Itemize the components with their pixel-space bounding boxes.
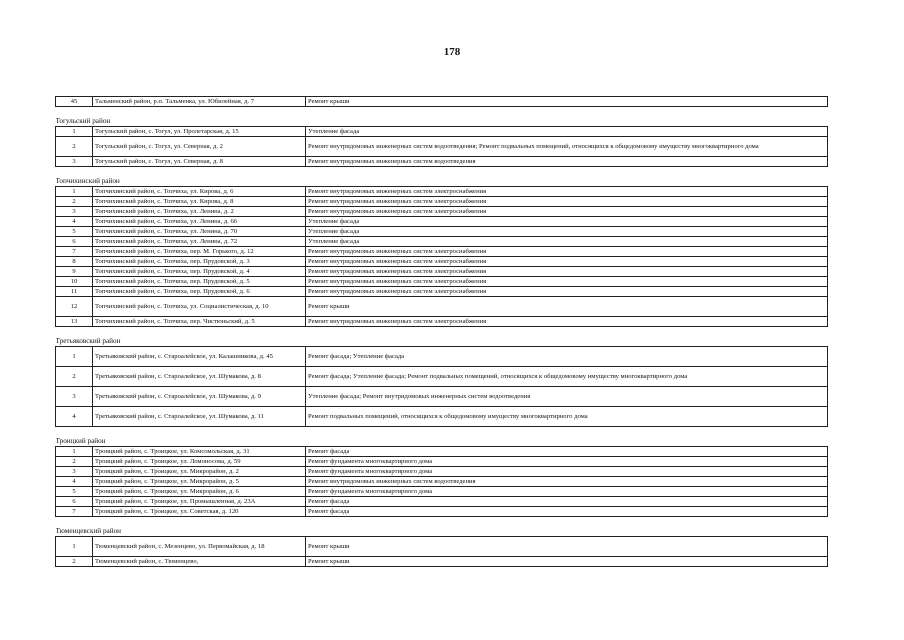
table-row bbox=[56, 197, 828, 207]
row-address: Тюменцевский район, с. Тюменцево, bbox=[93, 557, 306, 567]
row-address: Топчихинский район, с. Топчиха, пер. Чистюньский, д. 5 bbox=[93, 317, 306, 327]
table-row bbox=[56, 387, 828, 407]
table-row bbox=[56, 157, 828, 167]
row-work-type: Ремонт крыши bbox=[306, 537, 828, 557]
row-number: 6 bbox=[56, 497, 93, 507]
row-number: 7 bbox=[56, 247, 93, 257]
row-address: Топчихинский район, с. Топчиха, пер. М. Горького, д. 12 bbox=[93, 247, 306, 257]
page-number: 178 bbox=[443, 46, 461, 58]
table-row bbox=[56, 237, 828, 247]
row-number: 5 bbox=[56, 227, 93, 237]
row-address: Топчихинский район, с. Топчиха, пер. Прудовской, д. 6 bbox=[93, 287, 306, 297]
section-header bbox=[56, 327, 828, 347]
section-title: Троицкий район bbox=[56, 427, 828, 447]
table-row bbox=[56, 267, 828, 277]
row-address: Третьяковский район, с. Староалейское, ул. Шумакова, д. 11 bbox=[93, 407, 306, 427]
table-row bbox=[56, 467, 828, 477]
table-row bbox=[56, 347, 828, 367]
row-number: 1 bbox=[56, 127, 93, 137]
table-row bbox=[56, 477, 828, 487]
table-row bbox=[56, 287, 828, 297]
row-address: Тогульский район, с. Тогул, ул. Северная, д. 2 bbox=[93, 137, 306, 157]
row-work-type: Ремонт фундамента многоквартирного дома bbox=[306, 467, 828, 477]
row-address: Троицкий район, с. Троицкое, ул. Промышленная, д. 23А bbox=[93, 497, 306, 507]
row-number: 8 bbox=[56, 257, 93, 267]
row-address: Троицкий район, с. Троицкое, ул. Микрорайон, д. 6 bbox=[93, 487, 306, 497]
row-work-type: Утепление фасада; Ремонт внутридомовых инженерных систем водоотведения bbox=[306, 387, 828, 407]
row-number: 2 bbox=[56, 557, 93, 567]
row-number: 2 bbox=[56, 457, 93, 467]
row-address: Троицкий район, с. Троицкое, ул. Микрорайон, д. 2 bbox=[93, 467, 306, 477]
row-work-type: Ремонт фасада; Утепление фасада; Ремонт подвальных помещений, относящихся к общедомовому имуществу многоквартирного дома bbox=[306, 367, 828, 387]
table-row bbox=[56, 227, 828, 237]
section-title: Третьяковский район bbox=[56, 327, 828, 347]
row-address: Топчихинский район, с. Топчиха, пер. Прудовской, д. 4 bbox=[93, 267, 306, 277]
table-row bbox=[56, 367, 828, 387]
row-number: 1 bbox=[56, 347, 93, 367]
row-number: 3 bbox=[56, 387, 93, 407]
table-row bbox=[56, 407, 828, 427]
row-work-type: Ремонт крыши bbox=[306, 297, 828, 317]
row-work-type: Ремонт фундамента многоквартирного дома bbox=[306, 487, 828, 497]
row-number: 3 bbox=[56, 207, 93, 217]
row-work-type: Утепление фасада bbox=[306, 237, 828, 247]
row-number: 3 bbox=[56, 467, 93, 477]
row-number: 4 bbox=[56, 217, 93, 227]
row-address: Топчихинский район, с. Топчиха, ул. Кирова, д. 8 bbox=[93, 197, 306, 207]
row-address: Топчихинский район, с. Топчиха, ул. Кирова, д. 6 bbox=[93, 187, 306, 197]
row-work-type: Ремонт подвальных помещений, относящихся к общедомовому имуществу многоквартирного дома bbox=[306, 407, 828, 427]
row-address: Топчихинский район, с. Топчиха, ул. Социалистическая, д. 10 bbox=[93, 297, 306, 317]
row-number: 13 bbox=[56, 317, 93, 327]
row-number: 1 bbox=[56, 187, 93, 197]
row-address: Тогульский район, с. Тогул, ул. Пролетарская, д. 15 bbox=[93, 127, 306, 137]
row-work-type: Ремонт внутридомовых инженерных систем электроснабжения bbox=[306, 267, 828, 277]
row-address: Топчихинский район, с. Топчиха, ул. Ленина, д. 66 bbox=[93, 217, 306, 227]
table-row bbox=[56, 557, 828, 567]
row-work-type: Ремонт внутридомовых инженерных систем электроснабжения bbox=[306, 257, 828, 267]
row-address: Троицкий район, с. Троицкое, ул. Комсомольская, д. 31 bbox=[93, 447, 306, 457]
row-address: Тальменский район, р.п. Тальменка, ул. Юбилейная, д. 7 bbox=[93, 97, 306, 107]
table-row bbox=[56, 137, 828, 157]
row-number: 2 bbox=[56, 137, 93, 157]
row-address: Троицкий район, с. Троицкое, ул. Ломоносова, д. 59 bbox=[93, 457, 306, 467]
table-row bbox=[56, 277, 828, 287]
repair-table bbox=[55, 96, 828, 567]
table-row bbox=[56, 317, 828, 327]
row-address: Топчихинский район, с. Топчиха, ул. Ленина, д. 70 bbox=[93, 227, 306, 237]
section-title: Тогульский район bbox=[56, 107, 828, 127]
row-number: 5 bbox=[56, 487, 93, 497]
section-header bbox=[56, 517, 828, 537]
row-work-type: Ремонт внутридомовых инженерных систем электроснабжения bbox=[306, 287, 828, 297]
row-address: Топчихинский район, с. Топчиха, пер. Прудовской, д. 3 bbox=[93, 257, 306, 267]
row-number: 45 bbox=[56, 97, 93, 107]
row-work-type: Ремонт внутридомовых инженерных систем электроснабжения bbox=[306, 277, 828, 287]
row-number: 3 bbox=[56, 157, 93, 167]
row-work-type: Ремонт внутридомовых инженерных систем электроснабжения bbox=[306, 187, 828, 197]
row-work-type: Утепление фасада bbox=[306, 217, 828, 227]
row-number: 9 bbox=[56, 267, 93, 277]
table-row bbox=[56, 507, 828, 517]
table-row bbox=[56, 257, 828, 267]
row-number: 12 bbox=[56, 297, 93, 317]
section-header bbox=[56, 107, 828, 127]
table-row bbox=[56, 207, 828, 217]
row-number: 1 bbox=[56, 447, 93, 457]
row-address: Топчихинский район, с. Топчиха, пер. Прудовской, д. 5 bbox=[93, 277, 306, 287]
row-number: 10 bbox=[56, 277, 93, 287]
row-work-type: Ремонт внутридомовых инженерных систем водоотведения; Ремонт подвальных помещений, относящихся к общедомовому имуществу многоквартирного дома bbox=[306, 137, 828, 157]
row-number: 7 bbox=[56, 507, 93, 517]
section-header bbox=[56, 167, 828, 187]
row-number: 11 bbox=[56, 287, 93, 297]
row-number: 1 bbox=[56, 537, 93, 557]
row-address: Третьяковский район, с. Староалейское, ул. Калашникова, д. 45 bbox=[93, 347, 306, 367]
table-row bbox=[56, 487, 828, 497]
row-work-type: Ремонт фасада; Утепление фасада bbox=[306, 347, 828, 367]
row-work-type: Ремонт внутридомовых инженерных систем электроснабжения bbox=[306, 207, 828, 217]
row-number: 2 bbox=[56, 197, 93, 207]
row-address: Топчихинский район, с. Топчиха, ул. Ленина, д. 2 bbox=[93, 207, 306, 217]
row-work-type: Ремонт фасада bbox=[306, 447, 828, 457]
table-row bbox=[56, 447, 828, 457]
row-work-type: Ремонт крыши bbox=[306, 557, 828, 567]
section-header bbox=[56, 427, 828, 447]
row-work-type: Ремонт внутридомовых инженерных систем электроснабжения bbox=[306, 197, 828, 207]
row-address: Тогульский район, с. Тогул, ул. Северная, д. 8 bbox=[93, 157, 306, 167]
row-work-type: Утепление фасада bbox=[306, 127, 828, 137]
row-number: 4 bbox=[56, 407, 93, 427]
table-row bbox=[56, 497, 828, 507]
row-number: 2 bbox=[56, 367, 93, 387]
row-work-type: Ремонт крыши bbox=[306, 97, 828, 107]
table-row bbox=[56, 297, 828, 317]
table-row bbox=[56, 127, 828, 137]
row-address: Троицкий район, с. Троицкое, ул. Микрорайон, д. 5 bbox=[93, 477, 306, 487]
table-row bbox=[56, 247, 828, 257]
row-work-type: Утепление фасада bbox=[306, 227, 828, 237]
row-work-type: Ремонт внутридомовых инженерных систем электроснабжения bbox=[306, 317, 828, 327]
row-work-type: Ремонт внутридомовых инженерных систем электроснабжения bbox=[306, 247, 828, 257]
row-work-type: Ремонт внутридомовых инженерных систем водоотведения bbox=[306, 157, 828, 167]
row-number: 4 bbox=[56, 477, 93, 487]
row-number: 6 bbox=[56, 237, 93, 247]
row-work-type: Ремонт внутридомовых инженерных систем водоотведения bbox=[306, 477, 828, 487]
table-row bbox=[56, 187, 828, 197]
row-address: Третьяковский район, с. Староалейское, ул. Шумакова, д. 9 bbox=[93, 387, 306, 407]
row-address: Топчихинский район, с. Топчиха, ул. Ленина, д. 72 bbox=[93, 237, 306, 247]
section-title: Топчихинский район bbox=[56, 167, 828, 187]
row-work-type: Ремонт фундамента многоквартирного дома bbox=[306, 457, 828, 467]
row-work-type: Ремонт фасада bbox=[306, 507, 828, 517]
row-address: Тюменцевский район, с. Мезенцево, ул. Первомайская, д. 18 bbox=[93, 537, 306, 557]
row-work-type: Ремонт фасада bbox=[306, 497, 828, 507]
section-title: Тюменцевский район bbox=[56, 517, 828, 537]
table-row bbox=[56, 537, 828, 557]
table-row bbox=[56, 97, 828, 107]
table-row bbox=[56, 217, 828, 227]
table-row bbox=[56, 457, 828, 467]
row-address: Третьяковский район, с. Староалейское, ул. Шумакова, д. 8 bbox=[93, 367, 306, 387]
row-address: Троицкий район, с. Троицкое, ул. Советская, д. 120 bbox=[93, 507, 306, 517]
